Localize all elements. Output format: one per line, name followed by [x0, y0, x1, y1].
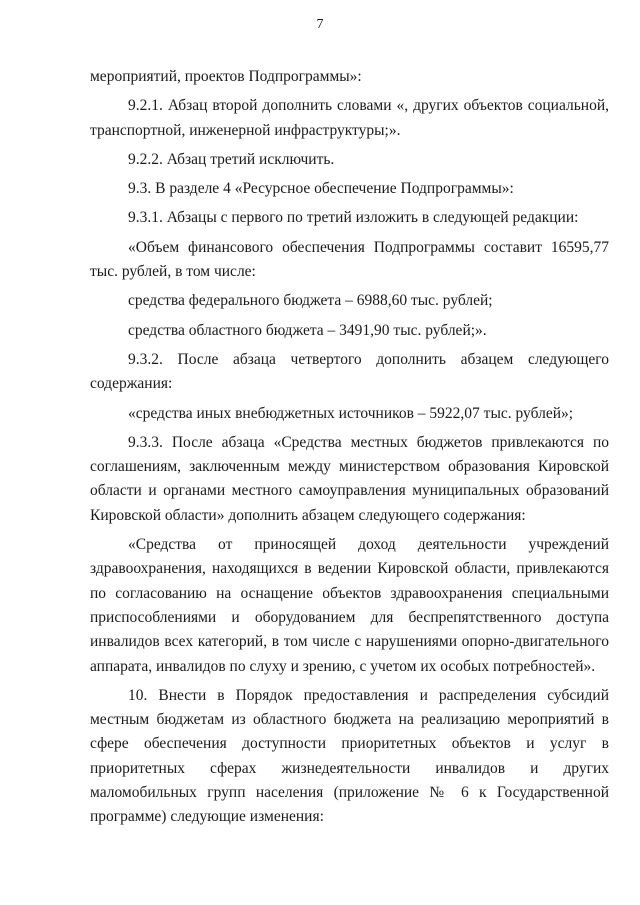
paragraph-funding-total: «Объем финансового обеспечения Подпрограммы составит 16595,77 тыс. рублей, в том числе: — [90, 238, 609, 281]
paragraph-9-3-2: 9.3.2. После абзаца четвертого дополнить абзацем следующего содержания: — [90, 350, 609, 393]
paragraph-regional-budget: средства областного бюджета – 3491,90 тыс. рублей;». — [128, 321, 487, 339]
document-body — [90, 65, 609, 830]
paragraph-federal-budget: средства федерального бюджета – 6988,60 тыс. рублей; — [128, 292, 493, 310]
page-number: 7 — [316, 17, 324, 32]
paragraph-10: 10. Внести в Порядок предоставления и распределения субсидий местным бюджетам из областного бюджета на реализацию мероприятий в сфере обеспечения доступности приоритетных объектов и услуг в приоритетных сферах жизнедеятельности инвалидов и других маломобильных групп населения (приложение № 6 к Государственной программе) следующие изменения: — [90, 686, 609, 826]
paragraph-healthcare-funds: «Средства от приносящей доход деятельности учреждений здравоохранения, находящихся в ведении Кировской области, привлекаются по согласованию на оснащение объектов здравоохранения специальными приспособлениями и оборудованием для беспрепятственного доступа инвалидов всех категорий, в том числе с нарушениями опорно-двигательного аппарата, инвалидов по слуху и зрению, с учетом их особых потребностей». — [90, 536, 609, 675]
paragraph-continuation: мероприятий, проектов Подпрограммы»: — [90, 68, 362, 85]
paragraph-9-2-2: 9.2.2. Абзац третий исключить. — [128, 150, 335, 168]
paragraph-9-3-1: 9.3.1. Абзацы с первого по третий изложить в следующей редакции: — [128, 209, 579, 227]
paragraph-extra-budget: «средства иных внебюджетных источников – 5922,07 тыс. рублей»; — [128, 404, 574, 422]
paragraph-9-3: 9.3. В разделе 4 «Ресурсное обеспечение Подпрограммы»: — [128, 180, 514, 198]
paragraph-9-2-1: 9.2.1. Абзац второй дополнить словами «, других объектов социальной, транспортной, инженерной инфраструктуры;». — [90, 97, 609, 139]
paragraph-9-3-3: 9.3.3. После абзаца «Средства местных бюджетов привлекаются по соглашениям, заключенным между министерством образования Кировской области и органами местного самоуправления муниципальных образований Кировской области» дополнить абзацем следующего содержания: — [90, 433, 609, 524]
